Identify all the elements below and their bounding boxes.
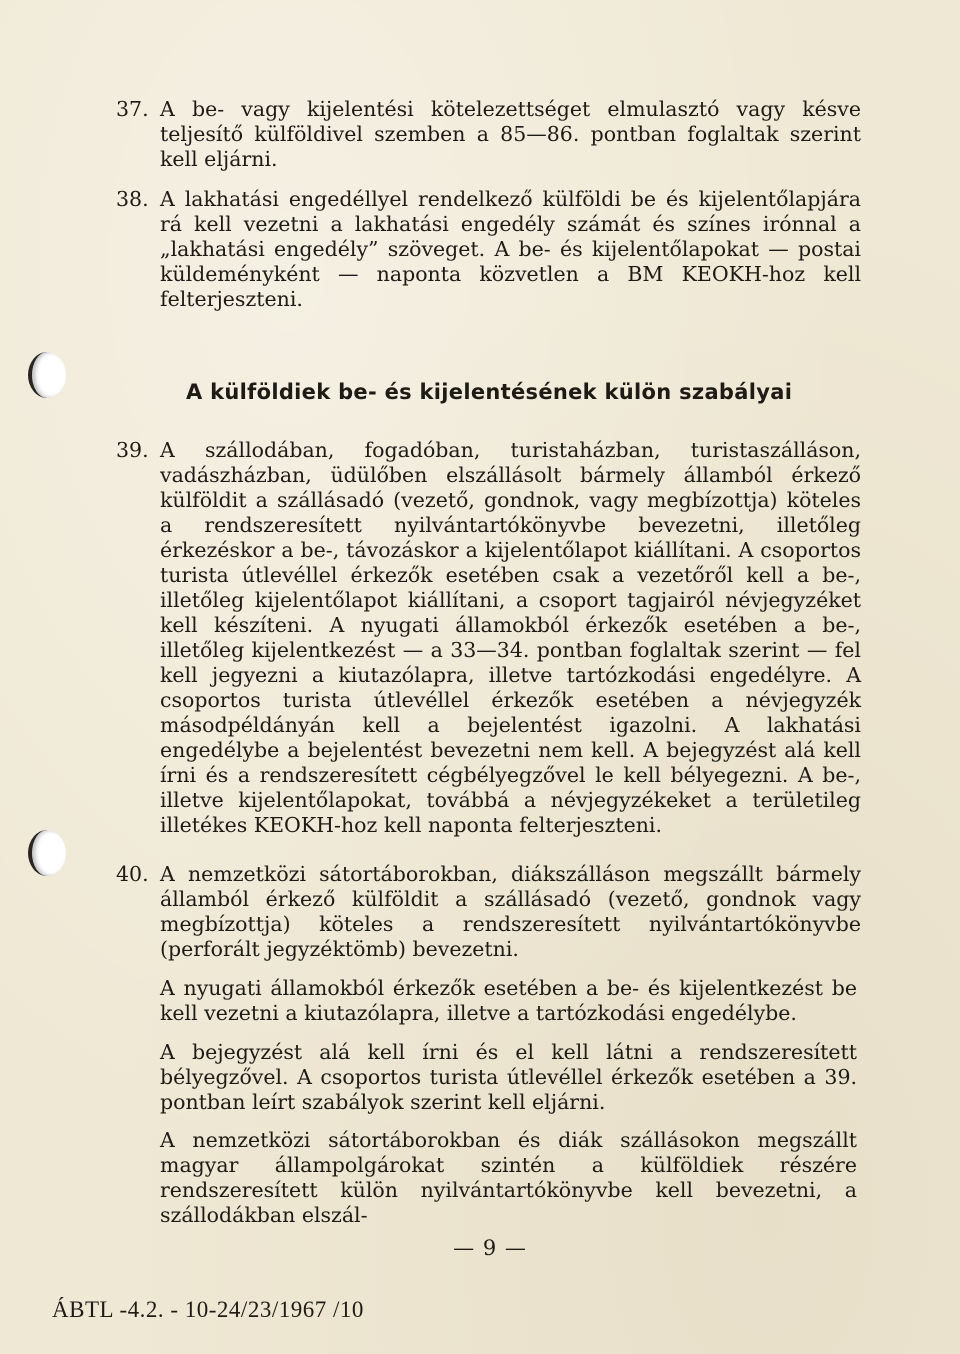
item-number: 39. [116,438,149,462]
paragraph: A nyugati államokból érkezők esetében a be- és kijelentkezést be kell vezetni a kiutazólapra, illetve a tartózkodási engedélybe. [160,976,857,1025]
item-40 [116,862,861,962]
paragraph: A nemzetközi sátortáborokban és diák szállásokon megszállt magyar állampolgárokat szintén a külföldiek részére rendszeresített külön nyilvántartókönyvbe kell bevezetni, a szállodákban elszál- [160,1128,857,1227]
item-number: 38. [116,187,149,211]
item-text: A nemzetközi sátortáborokban, diákszálláson megszállt bármely államból érkező külföldit a szállásadó (vezető, gondnok vagy megbízottja) köteles a rendszeresített nyilvántartókönyvbe (perforált jegyzéktömb) bevezetni. [160,862,861,961]
punch-hole [28,830,66,876]
punch-hole [28,352,66,398]
item-number: 37. [116,97,149,121]
paragraph: A bejegyzést alá kell írni és el kell látni a rendszeresített bélyegzővel. A csoportos turista útlevéllel érkezők esetében a 39. pontban leírt szabályok szerint kell eljárni. [160,1040,857,1114]
item-text: A szállodában, fogadóban, turistaházban, turistaszálláson, vadászházban, üdülőben elszállásolt bármely államból érkező külföldit a szállásadó (vezető, gondnok, vagy megbízottja) köteles a rendszeresített nyilvántartókönyvbe bevezetni, illetőleg érkezéskor a be-, távozáskor a kijelentőlapot kiállítani. A csoportos turista útlevéllel érkezők esetében csak a vezetőről kell a be-, illetőleg kijelentőlapot kiállítani, a csoport tagjairól névjegyzéket kell készíteni. A nyugati államokból érkezők esetében a be-, illetőleg kijelentkezést — a 33—34. pontban foglaltak szerint — fel kell jegyezni a kiutazólapra, illetve tartózkodási engedélyre. A csoportos turista útlevéllel érkezők esetében a névjegyzék másodpéldányán kell a bejelentést igazolni. A lakhatási engedélybe a bejelentést bevezetni nem kell. A bejegyzést alá kell írni és a rendszeresített cégbélyegzővel le kell bélyegezni. A be-, illetve kijelentőlapokat, továbbá a névjegyzékeket a területileg illetékes KEOKH-hoz kell naponta felterjeszteni. [160,438,861,837]
item-37 [116,97,861,172]
item-number: 40. [116,862,149,886]
archive-reference: ÁBTL -4.2. - 10-24/23/1967 /10 [52,1297,364,1322]
item-text: A be- vagy kijelentési kötelezettséget elmulasztó vagy késve teljesítő külföldivel szemben a 85—86. pontban foglaltak szerint kell eljárni. [160,97,861,171]
item-text: A lakhatási engedéllyel rendelkező külföldi be és kijelentőlapjára rá kell vezetni a lakhatási engedély számát és színes irónnal a „lakhatási engedély” szöveget. A be- és kijelentőlapokat — postai küldeményként — naponta közvetlen a BM KEOKH-hoz kell felterjeszteni. [160,187,861,311]
page-number: — 9 — [453,1236,527,1260]
item-38 [116,187,861,312]
section-heading: A külföldiek be- és kijelentésének külön szabályai [186,380,793,404]
item-39 [116,438,861,838]
